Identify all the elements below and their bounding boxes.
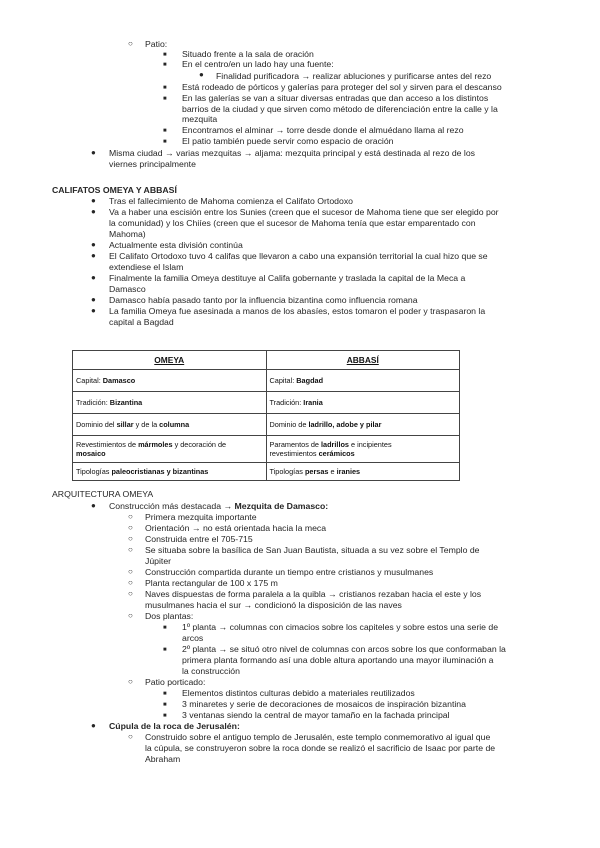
- bullet-circle: ○: [128, 732, 133, 741]
- list-item: Va a haber una escisión entre los Sunies (creen que el sucesor de Mahoma tiene que ser elegido por: [109, 207, 499, 217]
- table-cell: Capital: Damasco: [73, 370, 267, 392]
- list-item-cont: Mahoma): [109, 229, 146, 239]
- list-item: Misma ciudad → varias mezquitas → aljama: mezquita principal y está destinada al rezo de los: [109, 148, 476, 158]
- list-item: Finalmente la familia Omeya destituye al Califa gobernante y traslada la capital de la Meca a: [109, 273, 466, 283]
- bullet-square: ■: [163, 85, 167, 91]
- bullet-circle: ○: [128, 589, 133, 598]
- section-heading-califatos: CALIFATOS OMEYA Y ABBASÍ: [52, 185, 177, 195]
- bullet-dot: ●: [91, 196, 96, 205]
- list-item: Naves dispuestas de forma paralela a la quibla → cristianos rezaban hacia el este y los: [145, 589, 482, 599]
- list-item-cont: primera planta formando así una doble altura aportando una mayor iluminación a: [182, 655, 494, 665]
- bullet-square: ■: [163, 139, 167, 145]
- bullet-circle: ○: [128, 567, 133, 576]
- patio-label: Patio:: [145, 39, 168, 49]
- list-item-cont: mezquita: [182, 114, 218, 124]
- list-item-cont: capital a Bagdad: [109, 317, 174, 327]
- bullet-square: ■: [163, 691, 167, 697]
- list-item: Construida entre el 705-715: [145, 534, 253, 544]
- bullet-square: ■: [163, 52, 167, 58]
- table-cell: Tipologías persas e iranies: [266, 463, 460, 481]
- list-item: 2º planta → se situó otro nivel de columnas con arcos sobre los que conformaban la: [182, 644, 506, 654]
- bullet-dot: ●: [91, 251, 96, 260]
- table-cell: Dominio del sillar y de la columna: [73, 414, 267, 436]
- list-item: 3 minaretes y serie de decoraciones de mosaicos de inspiración bizantina: [182, 699, 466, 709]
- table-header-omeya: OMEYA: [73, 351, 267, 370]
- list-item-cont: la comunidad) y los Chiíes (creen que el sucesor de Mahoma tenía que estar emparentado con: [109, 218, 476, 228]
- table-cell: Tipologías paleocristianas y bizantinas: [73, 463, 267, 481]
- list-item-cont: extendiese el Islam: [109, 262, 184, 272]
- bullet-square: ■: [163, 96, 167, 102]
- list-item-cont: Júpiter: [145, 556, 172, 566]
- list-item: Planta rectangular de 100 x 175 m: [145, 578, 278, 588]
- table-cell: Revestimientos de mármoles y decoración de mosaico: [73, 436, 267, 463]
- list-item-cont: Abraham: [145, 754, 181, 764]
- list-item-cont: la cúpula, se construyeron sobre la roca donde se realizó el sacrificio de Isaac por parte de: [145, 743, 496, 753]
- list-item: Construcción más destacada → Mezquita de Damasco:: [109, 501, 329, 511]
- table-cell: Dominio de ladrillo, adobe y pilar: [266, 414, 460, 436]
- list-item: 1º planta → columnas con cimacios sobre los capiteles y sobre estos una serie de: [182, 622, 499, 632]
- list-item: El Califato Ortodoxo tuvo 4 califas que llevaron a cabo una expansión territorial la cual hizo que se: [109, 251, 488, 261]
- bullet-dot: ●: [91, 207, 96, 216]
- bullet-square: ■: [163, 702, 167, 708]
- bullet-square: ■: [163, 62, 167, 68]
- list-item: Patio porticado:: [145, 677, 206, 687]
- bullet-circle: ○: [128, 39, 133, 48]
- list-item: La familia Omeya fue asesinada a manos de los abasíes, estos tomaron el poder y traspasaron la: [109, 306, 486, 316]
- list-item-cont: la construcción: [182, 666, 240, 676]
- list-item: Actualmente esta división continúa: [109, 240, 243, 250]
- list-item: El patio también puede servir como espacio de oración: [182, 136, 394, 146]
- bullet-circle: ○: [128, 523, 133, 532]
- list-item-cupula: Cúpula de la roca de Jerusalén:: [109, 721, 240, 731]
- bullet-circle: ○: [128, 611, 133, 620]
- bullet-dot: ●: [91, 721, 96, 730]
- table-cell: Capital: Bagdad: [266, 370, 460, 392]
- list-item: Orientación → no está orientada hacia la meca: [145, 523, 327, 533]
- list-item-cont: barrios de la ciudad y que sirven como método de diferenciación entre la calle y la: [182, 104, 498, 114]
- list-item: En las galerías se van a situar diversas entradas que dan acceso a los distintos: [182, 93, 489, 103]
- list-item: Finalidad purificadora → realizar abluciones y purificarse antes del rezo: [216, 71, 492, 81]
- bullet-dot: ●: [91, 273, 96, 282]
- list-item: Damasco había pasado tanto por la influencia bizantina como influencia romana: [109, 295, 418, 305]
- table-cell: Paramentos de ladrillos e incipientes revestimientos cerámicos: [266, 436, 460, 463]
- table-cell: Tradición: Bizantina: [73, 392, 267, 414]
- list-item: Elementos distintos culturas debido a materiales reutilizados: [182, 688, 415, 698]
- bullet-dot: ●: [91, 148, 96, 157]
- bullet-dot: ●: [91, 295, 96, 304]
- list-item-cont: musulmanes hacia el sur → condicionó la disposición de las naves: [145, 600, 402, 610]
- bullet-square: ■: [163, 625, 167, 631]
- bullet-dot: ●: [199, 70, 204, 79]
- list-item: Dos plantas:: [145, 611, 194, 621]
- list-item: Situado frente a la sala de oración: [182, 49, 314, 59]
- list-item: En el centro/en un lado hay una fuente:: [182, 59, 334, 69]
- list-item: Encontramos el alminar → torre desde donde el almuédano llama al rezo: [182, 125, 464, 135]
- list-item: 3 ventanas siendo la central de mayor tamaño en la fachada principal: [182, 710, 450, 720]
- list-item: Construido sobre el antiguo templo de Jerusalén, este templo conmemorativo al igual que: [145, 732, 491, 742]
- list-item: Se situaba sobre la basílica de San Juan Bautista, situada a su vez sobre el Templo de: [145, 545, 480, 555]
- bullet-dot: ●: [91, 501, 96, 510]
- list-item: Está rodeado de pórticos y galerías para proteger del sol y sirven para el descanso: [182, 82, 502, 92]
- list-item-cont: arcos: [182, 633, 204, 643]
- table-cell: Tradición: Irania: [266, 392, 460, 414]
- bullet-square: ■: [163, 713, 167, 719]
- section-heading-arquitectura: ARQUITECTURA OMEYA: [52, 489, 154, 499]
- bullet-circle: ○: [128, 534, 133, 543]
- bullet-square: ■: [163, 647, 167, 653]
- bullet-circle: ○: [128, 545, 133, 554]
- list-item-cont: Damasco: [109, 284, 146, 294]
- list-item-cont: viernes principalmente: [109, 159, 196, 169]
- bullet-circle: ○: [128, 512, 133, 521]
- bullet-dot: ●: [91, 240, 96, 249]
- bullet-square: ■: [163, 128, 167, 134]
- list-item: Construcción compartida durante un tiempo entre cristianos y musulmanes: [145, 567, 434, 577]
- bullet-dot: ●: [91, 306, 96, 315]
- bullet-circle: ○: [128, 578, 133, 587]
- table-header-abbasi: ABBASÍ: [266, 351, 460, 370]
- list-item: Tras el fallecimiento de Mahoma comienza el Califato Ortodoxo: [109, 196, 354, 206]
- list-item: Primera mezquita importante: [145, 512, 257, 522]
- bullet-circle: ○: [128, 677, 133, 686]
- comparison-table: [72, 350, 460, 481]
